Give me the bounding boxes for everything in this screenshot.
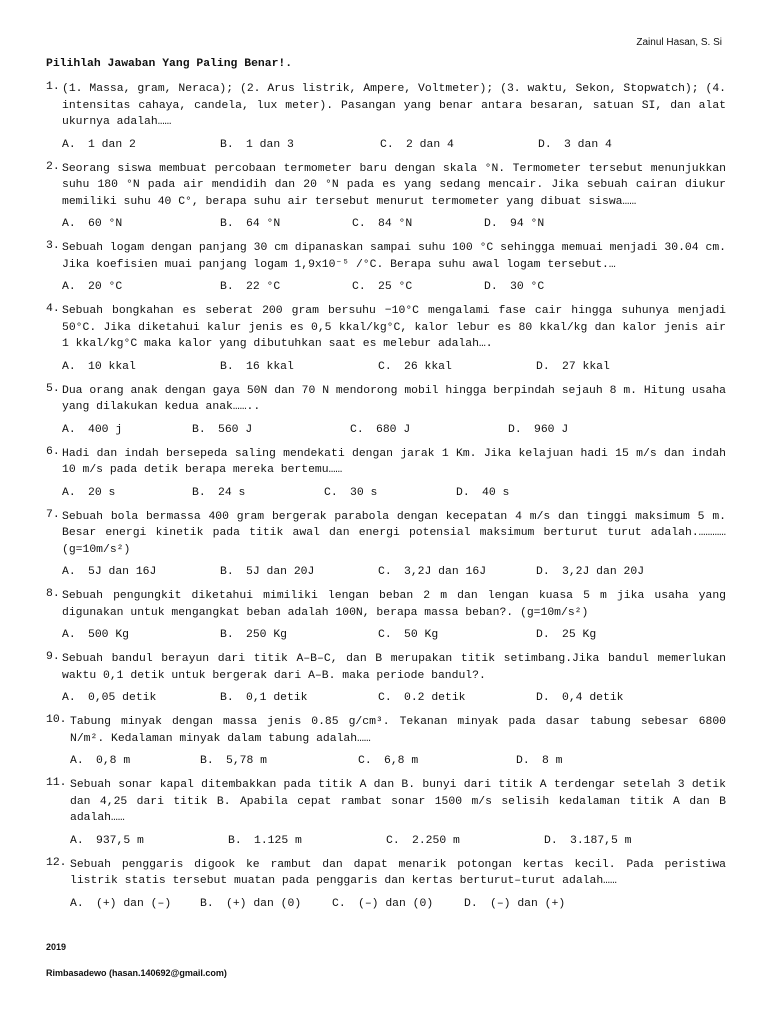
question-text: Sebuah sonar kapal ditembakkan pada titik A dan B. bunyi dari titik A terdengar setelah 3 detik dan 4,25 dari titik B. Apabila cepat rambat sonar 1500 m/s selisih kedalaman titik A dan B adalah…… <box>70 779 726 824</box>
answer-options <box>62 690 726 706</box>
option-a: A. (+) dan (–) <box>70 897 172 910</box>
question-7 <box>46 509 726 581</box>
question-text: Sebuah bongkahan es seberat 200 gram bersuhu −10°C mengalami fase cair hingga suhunya menjadi 50°C. Jika diketahui kalur jenis es 0,5 kkal/kg°C, kalor lebur es 80 kkal/kg dan kalor jenis air 1 kkal/kg°C maka kalor yang dibutuhkan saat es melebur adalah…. <box>62 305 726 350</box>
option-d: D. 3,2J dan 20J <box>536 566 645 578</box>
question-number: 2. <box>46 160 60 173</box>
option-c: C. 30 s <box>324 486 378 499</box>
question-text: Tabung minyak dengan massa jenis 0.85 g/cm³. Tekanan minyak pada dasar tabung sebesar 6800 N/m². Kedalaman minyak dalam tabung adalah…… <box>70 716 726 745</box>
option-d: D. 94 °N <box>484 218 545 230</box>
question-number: 12. <box>46 856 67 869</box>
question-9 <box>46 651 726 706</box>
option-a: A. 0,05 detik <box>62 692 157 704</box>
question-6 <box>46 446 726 501</box>
footer-contact: Rimbasadewo (hasan.140692@gmail.com) <box>46 968 227 978</box>
question-8 <box>46 588 726 643</box>
question-2 <box>46 161 726 233</box>
option-c: C. 2.250 m <box>386 834 460 847</box>
answer-options <box>70 896 726 912</box>
question-11 <box>46 777 726 849</box>
option-c: C. 50 Kg <box>378 629 439 641</box>
answer-options <box>70 833 726 849</box>
option-a: A. 20 °C <box>62 281 123 293</box>
option-a: A. 20 s <box>62 486 116 499</box>
question-5 <box>46 383 726 438</box>
question-text: Sebuah logam dengan panjang 30 cm dipanaskan sampai suhu 100 °C sehingga memuai menjadi 30.04 cm. Jika koefisien muai panjang logam 1,9x10⁻⁵ /°C. Berapa suhu awal logam tersebut.… <box>62 242 726 271</box>
answer-options <box>62 485 726 501</box>
question-number: 7. <box>46 508 60 521</box>
option-c: C. 26 kkal <box>378 360 452 373</box>
question-number: 8. <box>46 588 60 600</box>
question-3 <box>46 240 726 295</box>
option-c: C. 3,2J dan 16J <box>378 566 487 578</box>
answer-options <box>62 422 726 438</box>
option-b: B. 0,1 detik <box>220 692 308 704</box>
question-number: 5. <box>46 382 60 395</box>
option-a: A. 400 j <box>62 423 123 436</box>
question-text: Sebuah pengungkit diketahui mimiliki lengan beban 2 m dan lengan kuasa 5 m jika usaha yang digunakan untuk mengangkat beban adalah 100N, berapa massa beban?. (g=10m/s²) <box>62 590 726 619</box>
option-b: B. 1 dan 3 <box>220 138 294 151</box>
answer-options <box>62 564 726 580</box>
exam-content <box>46 58 726 920</box>
option-d: D. 3 dan 4 <box>538 138 612 151</box>
option-a: A. 5J dan 16J <box>62 566 157 578</box>
option-b: B. 16 kkal <box>220 360 294 373</box>
option-b: B. 22 °C <box>220 281 281 293</box>
option-b: B. 250 Kg <box>220 629 288 641</box>
option-d: D. 960 J <box>508 423 569 436</box>
option-c: C. 2 dan 4 <box>380 138 454 151</box>
option-d: D. 25 Kg <box>536 629 597 641</box>
option-a: A. 0,8 m <box>70 755 131 767</box>
question-number: 10. <box>46 714 67 726</box>
option-d: D. 0,4 detik <box>536 692 624 704</box>
option-c: C. 680 J <box>350 423 411 436</box>
option-c: C. 84 °N <box>352 218 413 230</box>
answer-options <box>62 216 726 232</box>
question-number: 4. <box>46 303 60 315</box>
option-b: B. 5J dan 20J <box>220 566 315 578</box>
option-c: C. 0.2 detik <box>378 692 466 704</box>
answer-options <box>70 753 726 769</box>
option-d: D. (–) dan (+) <box>464 897 566 910</box>
option-a: A. 500 Kg <box>62 629 130 641</box>
question-text: Sebuah bandul berayun dari titik A–B–C, dan B merupakan titik setimbang.Jika bandul memerlukan waktu 0,1 detik untuk bergerak dari A–B. maka periode bandul?. <box>62 653 726 682</box>
option-b: B. 24 s <box>192 486 246 499</box>
option-d: D. 3.187,5 m <box>544 834 632 847</box>
option-d: D. 40 s <box>456 486 510 499</box>
question-1 <box>46 81 726 153</box>
option-a: A. 937,5 m <box>70 834 144 847</box>
question-text: Sebuah bola bermassa 400 gram bergerak parabola dengan kecepatan 4 m/s dan tinggi maksimum 5 m. Besar energi kinetik pada titik awal dan energi potensial maksimum berturut turut adalah.………… (g=10m/s²) <box>62 510 726 556</box>
question-text: Hadi dan indah bersepeda saling mendekati dengan jarak 1 Km. Jika kelajuan hadi 15 m/s dan indah 10 m/s pada detik berapa mereka bertemu…… <box>62 447 726 476</box>
question-number: 9. <box>46 651 60 663</box>
footer-year: 2019 <box>46 942 67 952</box>
question-text: (1. Massa, gram, Neraca); (2. Arus listrik, Ampere, Voltmeter); (3. waktu, Sekon, Stopwatch); (4. intensitas cahaya, candela, lux meter). Pasangan yang benar antara besaran, satuan SI, dan alat ukurnya adalah…… <box>62 83 726 128</box>
instruction-heading: Pilihlah Jawaban Yang Paling Benar!. <box>46 58 293 70</box>
question-4 <box>46 303 726 375</box>
option-d: D. 8 m <box>516 755 563 767</box>
option-c: C. 6,8 m <box>358 755 419 767</box>
option-a: A. 60 °N <box>62 218 123 230</box>
answer-options <box>62 627 726 643</box>
option-c: C. 25 °C <box>352 281 413 293</box>
option-b: B. 560 J <box>192 423 253 436</box>
option-d: D. 27 kkal <box>536 360 610 373</box>
question-number: 3. <box>46 240 60 252</box>
question-number: 1. <box>46 81 60 93</box>
option-b: B. 5,78 m <box>200 755 268 767</box>
question-12 <box>46 857 726 912</box>
answer-options <box>62 137 726 153</box>
answer-options <box>62 279 726 295</box>
option-d: D. 30 °C <box>484 281 545 293</box>
option-b: B. (+) dan (0) <box>200 897 302 910</box>
question-text: Seorang siswa membuat percobaan termometer baru dengan skala °N. Termometer tersebut menunjukkan suhu 180 °N pada air mendidih dan 20 °N pada es yang sedang mencair. Jika sebuah cairan diukur memiliki suhu 40 C°, berapa suhu air tersebut menurut termometer yang dibuat siswa…… <box>62 162 726 208</box>
question-10 <box>46 714 726 769</box>
question-text: Sebuah penggaris digook ke rambut dan dapat menarik potongan kertas kecil. Pada peristiwa listrik statis tersebut muatan pada penggaris dan kertas berturut–turut adalah…… <box>70 858 726 887</box>
option-c: C. (–) dan (0) <box>332 897 434 910</box>
question-text: Dua orang anak dengan gaya 50N dan 70 N mendorong mobil hingga berpindah sejauh 8 m. Hitung usaha yang dilakukan kedua anak…….. <box>62 384 726 413</box>
option-b: B. 64 °N <box>220 218 281 230</box>
option-a: A. 1 dan 2 <box>62 138 136 151</box>
author-name: Zainul Hasan, S. Si <box>636 37 722 48</box>
option-b: B. 1.125 m <box>228 834 302 847</box>
answer-options <box>62 359 726 375</box>
question-number: 6. <box>46 445 60 458</box>
question-number: 11. <box>46 777 67 789</box>
option-a: A. 10 kkal <box>62 360 136 373</box>
